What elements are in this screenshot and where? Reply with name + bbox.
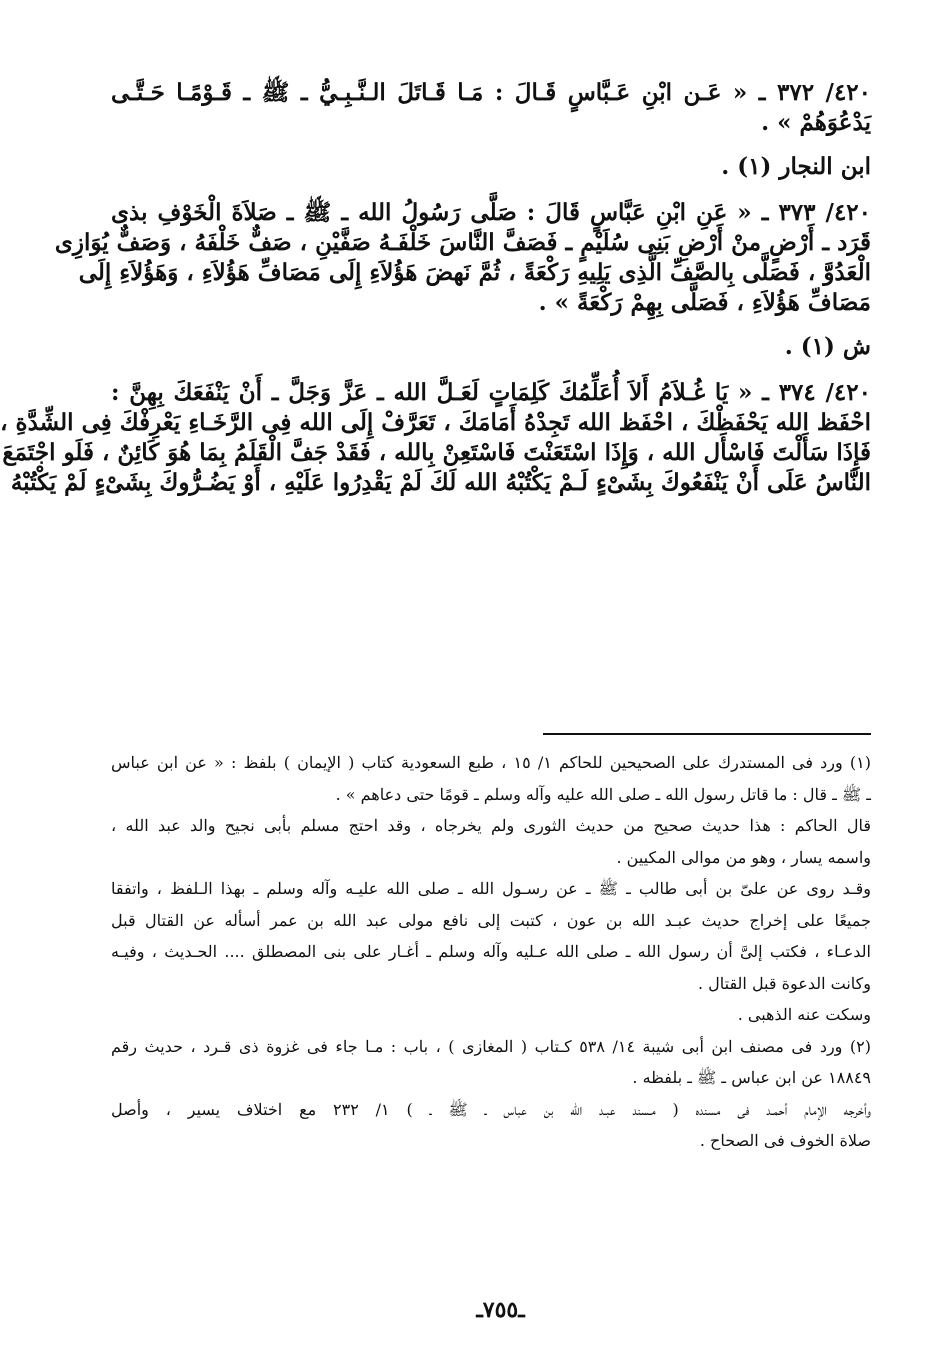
hadith-372-line-1: ٤٢٠/ ٣٧٢ ـ « عَـن ابْنِ عَـبَّاسٍ قَـالَ : مَـا قَـاتَلَ الـنَّـبِـيُّ ـ ﷺ ـ قَـوْمًـا حَـتَّـى (111, 79, 871, 106)
hadith-373-line-2: قَرَد ـ أَرْضٍ منْ أَرْضِ بَنِى سُلَيْمٍ ـ فَصَفَّ النَّاسَ خَلْفَـهُ صَفَّيْنِ ، صَفٌّ خَلْفَهُ ، وَصَفٌّ يُوَازِى (54, 229, 871, 256)
footnote-line: ـ ﷺ ـ قال : ما قاتل رسول الله ـ صلى الله عليه وآله وسلم ـ قومًا حتى دعاهم » . (335, 784, 871, 804)
footnote-line: قال الحاكم : هذا حديث صحيح من حديث الثورى ولم يخرجاه ، وقد احتج مسلم بأبى نجيح والد عبد الله ، (111, 816, 871, 835)
hadith-text-block (0, 78, 871, 498)
hadith-374-line-3: فَإِذَا سَأَلْتَ فَاسْأَل الله ، وَإِذَا اسْتَعَنْتَ فَاسْتَعِنْ بِالله ، فَقَدْ جَفَّ الْقَلَمُ بِمَا هُوَ كَائِنٌ ، فَلَو اجْتَمَعَ (2, 439, 871, 466)
footnote-line: وأخرجه الإمام أحمـد فى مسنده ( مـسند عبـد الله بن عباس ـ ﷺ ـ ) ١/ ٢٣٢ مع اختلاف يسير ، وأصل (111, 1099, 872, 1119)
hadith-373-line-4: مَصَافِّ هَؤُلاَءِ ، فَصَلَّى بِهِمْ رَكْعَةً » . (538, 289, 871, 316)
hadith-374-line-1: ٤٢٠/ ٣٧٤ ـ « يَا غُـلاَمُ أَلاَ أُعَلِّمُكَ كَلِمَاتٍ لَعَـلَّ الله ـ عَزَّ وَجَلَّ ـ أَنْ يَنْفَعَكَ بِهِنَّ : (111, 379, 871, 406)
footnote-line: صلاة الخوف فى الصحاح . (699, 1131, 871, 1150)
page-number: ـ٧٥٥ـ (476, 1297, 525, 1323)
hadith-373-source: ش (١) . (784, 333, 871, 360)
hadith-373-line-3: الْعَدُوَّ ، فَصَلَّى بِالصَّفِّ الَّذِى يَلِيهِ رَكْعَةً ، ثُمَّ نَهضَ هَؤُلاَءِ إِلَى مَصَافِّ هَؤُلاَءِ ، وَهَؤُلاَءِ إِلَى (78, 259, 871, 286)
footnote-line: وسكت عنه الذهبى . (737, 1005, 871, 1024)
footnote-line: واسمه يسار ، وهو من موالى المكيين . (616, 847, 871, 867)
hadith-374-line-4: النَّاسُ عَلَى أَنْ يَنْفَعُوكَ بِشَىْءٍ لَـمْ يَكْتُبْهُ الله لَكَ لَمْ يَقْدِرُوا عَلَيْهِ ، أَوْ يَضُـرُّوكَ بِشَىْءٍ لَمْ يَكْتُبْهُ (10, 469, 871, 496)
hadith-374-line-2: احْفَظ الله يَحْفَظْكَ ، احْفَظ الله تَجِدْهُ أَمَامَكَ ، تَعَرَّفْ إِلَى الله فِى الرَّخَـاءِ يَعْرِفْكَ فِى الشِّدَّةِ ، (0, 409, 871, 436)
footnote-line: جميعًا على إخراج حديث عبـد الله بن عون ، كتبت إلى نافع مولى عبد الله بن عمر أسأله عن القتال قبل (111, 910, 871, 930)
footnotes-block (111, 752, 871, 1162)
footnote-line: وكانت الدعوة قبل القتال . (697, 973, 871, 993)
footnote-line: ١٨٨٤٩ عن ابن عباس ـ ﷺ ـ بلفظه . (632, 1068, 871, 1087)
footnote-line: (٢) ورد فى مصنف ابن أبى شيبة ١٤/ ٥٣٨ كـتاب ( المغازى ) ، باب : مـا جاء فى غزوة ذى قـرد ، حديث رقم (111, 1036, 871, 1056)
footnote-line: وقـد روى عن علىّ بن أبى طالب ـ ﷺ ـ عن رسـول الله ـ صلى الله عليـه وآله وسلم ـ بهذا الـلفظ ، واتفقا (111, 879, 871, 898)
footnote-line: الدعـاء ، فكتب إلىَّ أن رسول الله ـ صلى الله عـليه وآله وسلم ـ أغـار على بنى المصطلق .... الحـديث ، وفيـه (111, 942, 872, 961)
hadith-373-line-1: ٤٢٠/ ٣٧٣ ـ « عَنِ ابْنِ عَبَّاسٍ قَالَ : صَلَّى رَسُولُ الله ـ ﷺ ـ صَلاَةَ الْخَوْفِ بذى (111, 199, 871, 226)
footnote-separator (543, 733, 871, 735)
hadith-372-line-2: يَدْعُوَهُمْ » . (761, 109, 871, 136)
hadith-372-source: ابن النجار (١) . (721, 153, 871, 180)
footnote-line: (١) ورد فى المستدرك على الصحيحين للحاكم ١/ ١٥ ، طبع السعودية كتاب ( الإيمان ) بلفظ : « عن ابن عباس (111, 753, 871, 772)
